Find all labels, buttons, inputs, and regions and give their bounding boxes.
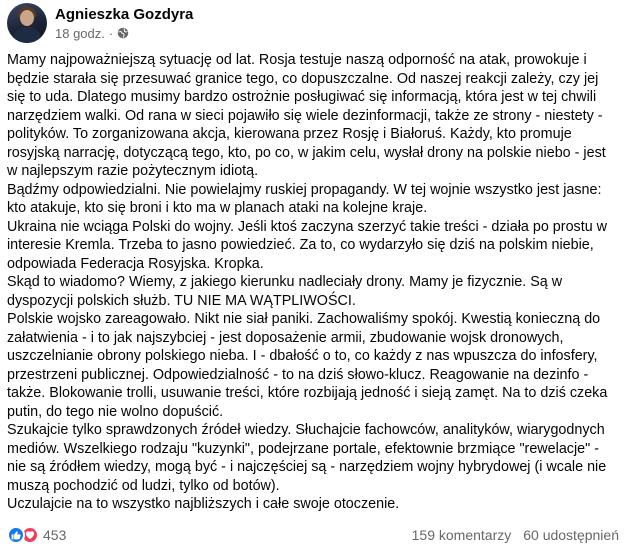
post-header (7, 3, 193, 43)
post-footer (7, 524, 619, 546)
separator-dot: · (108, 25, 114, 41)
shares-count-link[interactable]: 60 udostępnień (523, 527, 619, 543)
engagement-stats (412, 527, 619, 543)
post-meta (55, 5, 193, 42)
post-paragraph: Szukajcie tylko sprawdzonych źródeł wiedzy. Słuchajcie fachowców, analityków, wiarygodnych mediów. Wszelkiego rodzaju "kuzynki", podejrzane portale, efektownie brzmiące "rewelacje" - nie są źródłem wiedzy, mogą być - i najczęściej są - narzędziem wojny hybrydowej (i wcale nie muszą pochodzić od ludzi, tylko od botów). (7, 422, 607, 494)
post-paragraph: Polskie wojsko zareagowało. Nikt nie siał paniki. Zachowaliśmy spokój. Kwestią konieczną do załatwienia - i to jak najszybciej - jest doposażenie armii, zbudowanie wojsk dronowych, uszczelnianie obrony polskiego nieba. I - dbałość o to, co każdy z nas wpuszcza do infosfery, przestrzeni publicznej. Odpowiedzialność - to na dziś słowo-klucz. Reagowanie na dezinfo - także. Blokowanie trolli, usuwanie treści, które rozbijają jedność i sieją zamęt. Na to dziś czeka putin, do tego nie wolno dopuścić. (7, 311, 608, 420)
reactions-count: 453 (43, 527, 67, 543)
comments-count-link[interactable]: 159 komentarzy (411, 527, 512, 543)
post-paragraph: Mamy najpoważniejszą sytuację od lat. Rosja testuje naszą odporność na atak, prowokuje i będzie starała się przesuwać granice tego, co dopuszczalne. Od naszej reakcji zależy, czy jej się to uda. Dlatego musimy bardzo ostrożnie posługiwać się informacją, która jest w tej chwili narzędziem walki. Od rana w sieci pojawiło się wiele dezinformacji, także ze strony - niestety - polityków. To zorganizowana akcja, kierowana przez Rosję i Białoruś. Każdy, kto promuje rosyjską narrację, dotyczącą tego, kto, po co, w jakim celu, wysłał drony na polskie niebo - jest w najlepszym razie pożytecznym idiotą. (7, 52, 606, 179)
globe-icon[interactable] (117, 27, 129, 39)
post-subline (55, 25, 193, 42)
post-paragraph: Bądźmy odpowiedzialni. Nie powielajmy ruskiej propagandy. W tej wojnie wszystko jest jasne: kto atakuje, kto się broni i kto ma w planach ataki na kolejne kraje. (7, 181, 602, 216)
like-reaction-icon (7, 526, 25, 544)
author-name[interactable]: Agnieszka Gozdyra (55, 5, 194, 23)
post-timestamp[interactable]: 18 godz. (55, 25, 105, 41)
author-avatar[interactable] (7, 3, 47, 43)
reactions-summary[interactable] (7, 526, 66, 544)
post-paragraph: Skąd to wiadomo? Wiemy, z jakiego kierunku nadleciały drony. Mamy je fizycznie. Są w dyspozycji polskich służb. TU NIE MA WĄTPLIWOŚCI. (7, 274, 563, 309)
post-paragraph: Uczulajcie na to wszystko najbliższych i całe swoje otoczenie. (7, 496, 400, 512)
post-paragraph: Ukraina nie wciąga Polski do wojny. Jeśli ktoś zaczyna szerzyć takie treści - działa po prostu w interesie Kremla. Trzeba to jasno powiedzieć. Za to, co wydarzyło się dziś na polskim niebie, odpowiada Federacja Rosyjska. Kropka. (7, 218, 608, 272)
post-body (7, 51, 619, 514)
